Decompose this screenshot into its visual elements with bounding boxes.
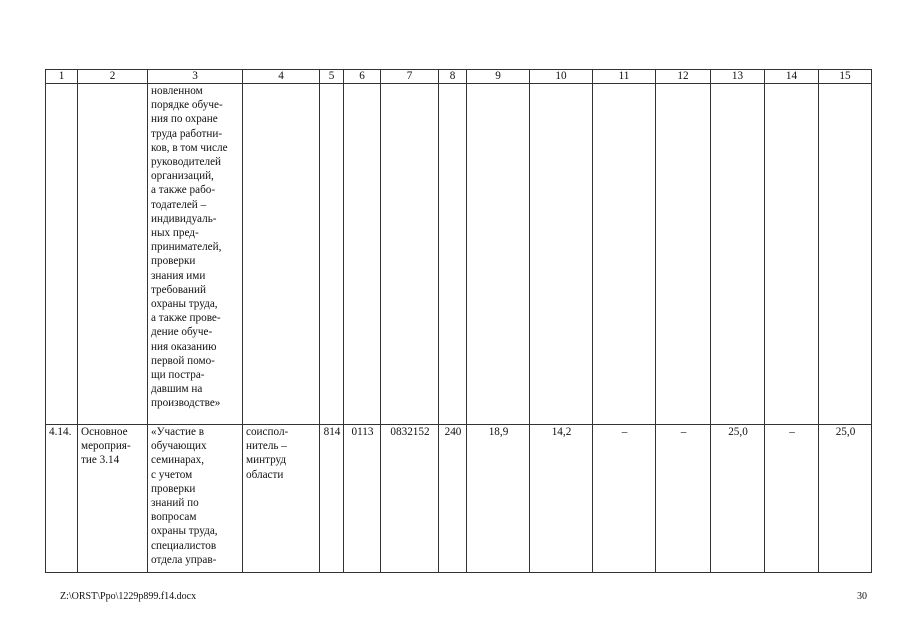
cell-event-name: Основное мероприя- тие 3.14 <box>78 425 148 573</box>
page-number: 30 <box>857 591 867 602</box>
cell-col11: – <box>593 425 656 573</box>
col-header-12: 12 <box>656 70 711 84</box>
col-header-6: 6 <box>344 70 381 84</box>
cell-col13 <box>711 84 765 425</box>
col-header-5: 5 <box>320 70 344 84</box>
cell-number <box>46 84 78 425</box>
col-header-2: 2 <box>78 70 148 84</box>
cell-col10: 14,2 <box>530 425 593 573</box>
cell-col10 <box>530 84 593 425</box>
cell-col13: 25,0 <box>711 425 765 573</box>
col-header-10: 10 <box>530 70 593 84</box>
col-header-13: 13 <box>711 70 765 84</box>
cell-col11 <box>593 84 656 425</box>
cell-col6: 0113 <box>344 425 381 573</box>
col-header-9: 9 <box>467 70 530 84</box>
col-header-8: 8 <box>439 70 467 84</box>
cell-col6 <box>344 84 381 425</box>
cell-executor <box>243 84 320 425</box>
cell-col12 <box>656 84 711 425</box>
cell-col9: 18,9 <box>467 425 530 573</box>
cell-event-name <box>78 84 148 425</box>
cell-col15: 25,0 <box>819 425 872 573</box>
cell-col14: – <box>765 425 819 573</box>
col-header-4: 4 <box>243 70 320 84</box>
cell-col9 <box>467 84 530 425</box>
col-header-14: 14 <box>765 70 819 84</box>
cell-col7: 0832152 <box>381 425 439 573</box>
col-header-7: 7 <box>381 70 439 84</box>
cell-executor: соиспол- нитель – минтруд области <box>243 425 320 573</box>
cell-col8 <box>439 84 467 425</box>
cell-event-description: «Участие в обучающих семинарах, с учетом проверки знаний по вопросам охраны труда, специалистов отдела управ- <box>148 425 243 573</box>
cell-col8: 240 <box>439 425 467 573</box>
budget-table <box>45 69 872 573</box>
cell-col14 <box>765 84 819 425</box>
cell-col5 <box>320 84 344 425</box>
col-header-3: 3 <box>148 70 243 84</box>
cell-event-description: новленном порядке обуче- ния по охране труда работни- ков, в том числе руководителей организаций, а также рабо- тодателей – индивидуаль- ных пред- принимателей, проверки знания ими требований охраны труда, а также прове- дение обуче- ния оказанию первой помо- щи постра- давшим на производстве» <box>148 84 243 425</box>
cell-col15 <box>819 84 872 425</box>
col-header-15: 15 <box>819 70 872 84</box>
cell-col12: – <box>656 425 711 573</box>
table-row-continuation <box>46 84 872 425</box>
col-header-11: 11 <box>593 70 656 84</box>
footer-file-path: Z:\ORST\Ppo\1229p899.f14.docx <box>60 591 197 602</box>
cell-number: 4.14. <box>46 425 78 573</box>
cell-col5: 814 <box>320 425 344 573</box>
cell-col7 <box>381 84 439 425</box>
column-number-row <box>46 70 872 84</box>
table-row-4-14 <box>46 425 872 573</box>
col-header-1: 1 <box>46 70 78 84</box>
